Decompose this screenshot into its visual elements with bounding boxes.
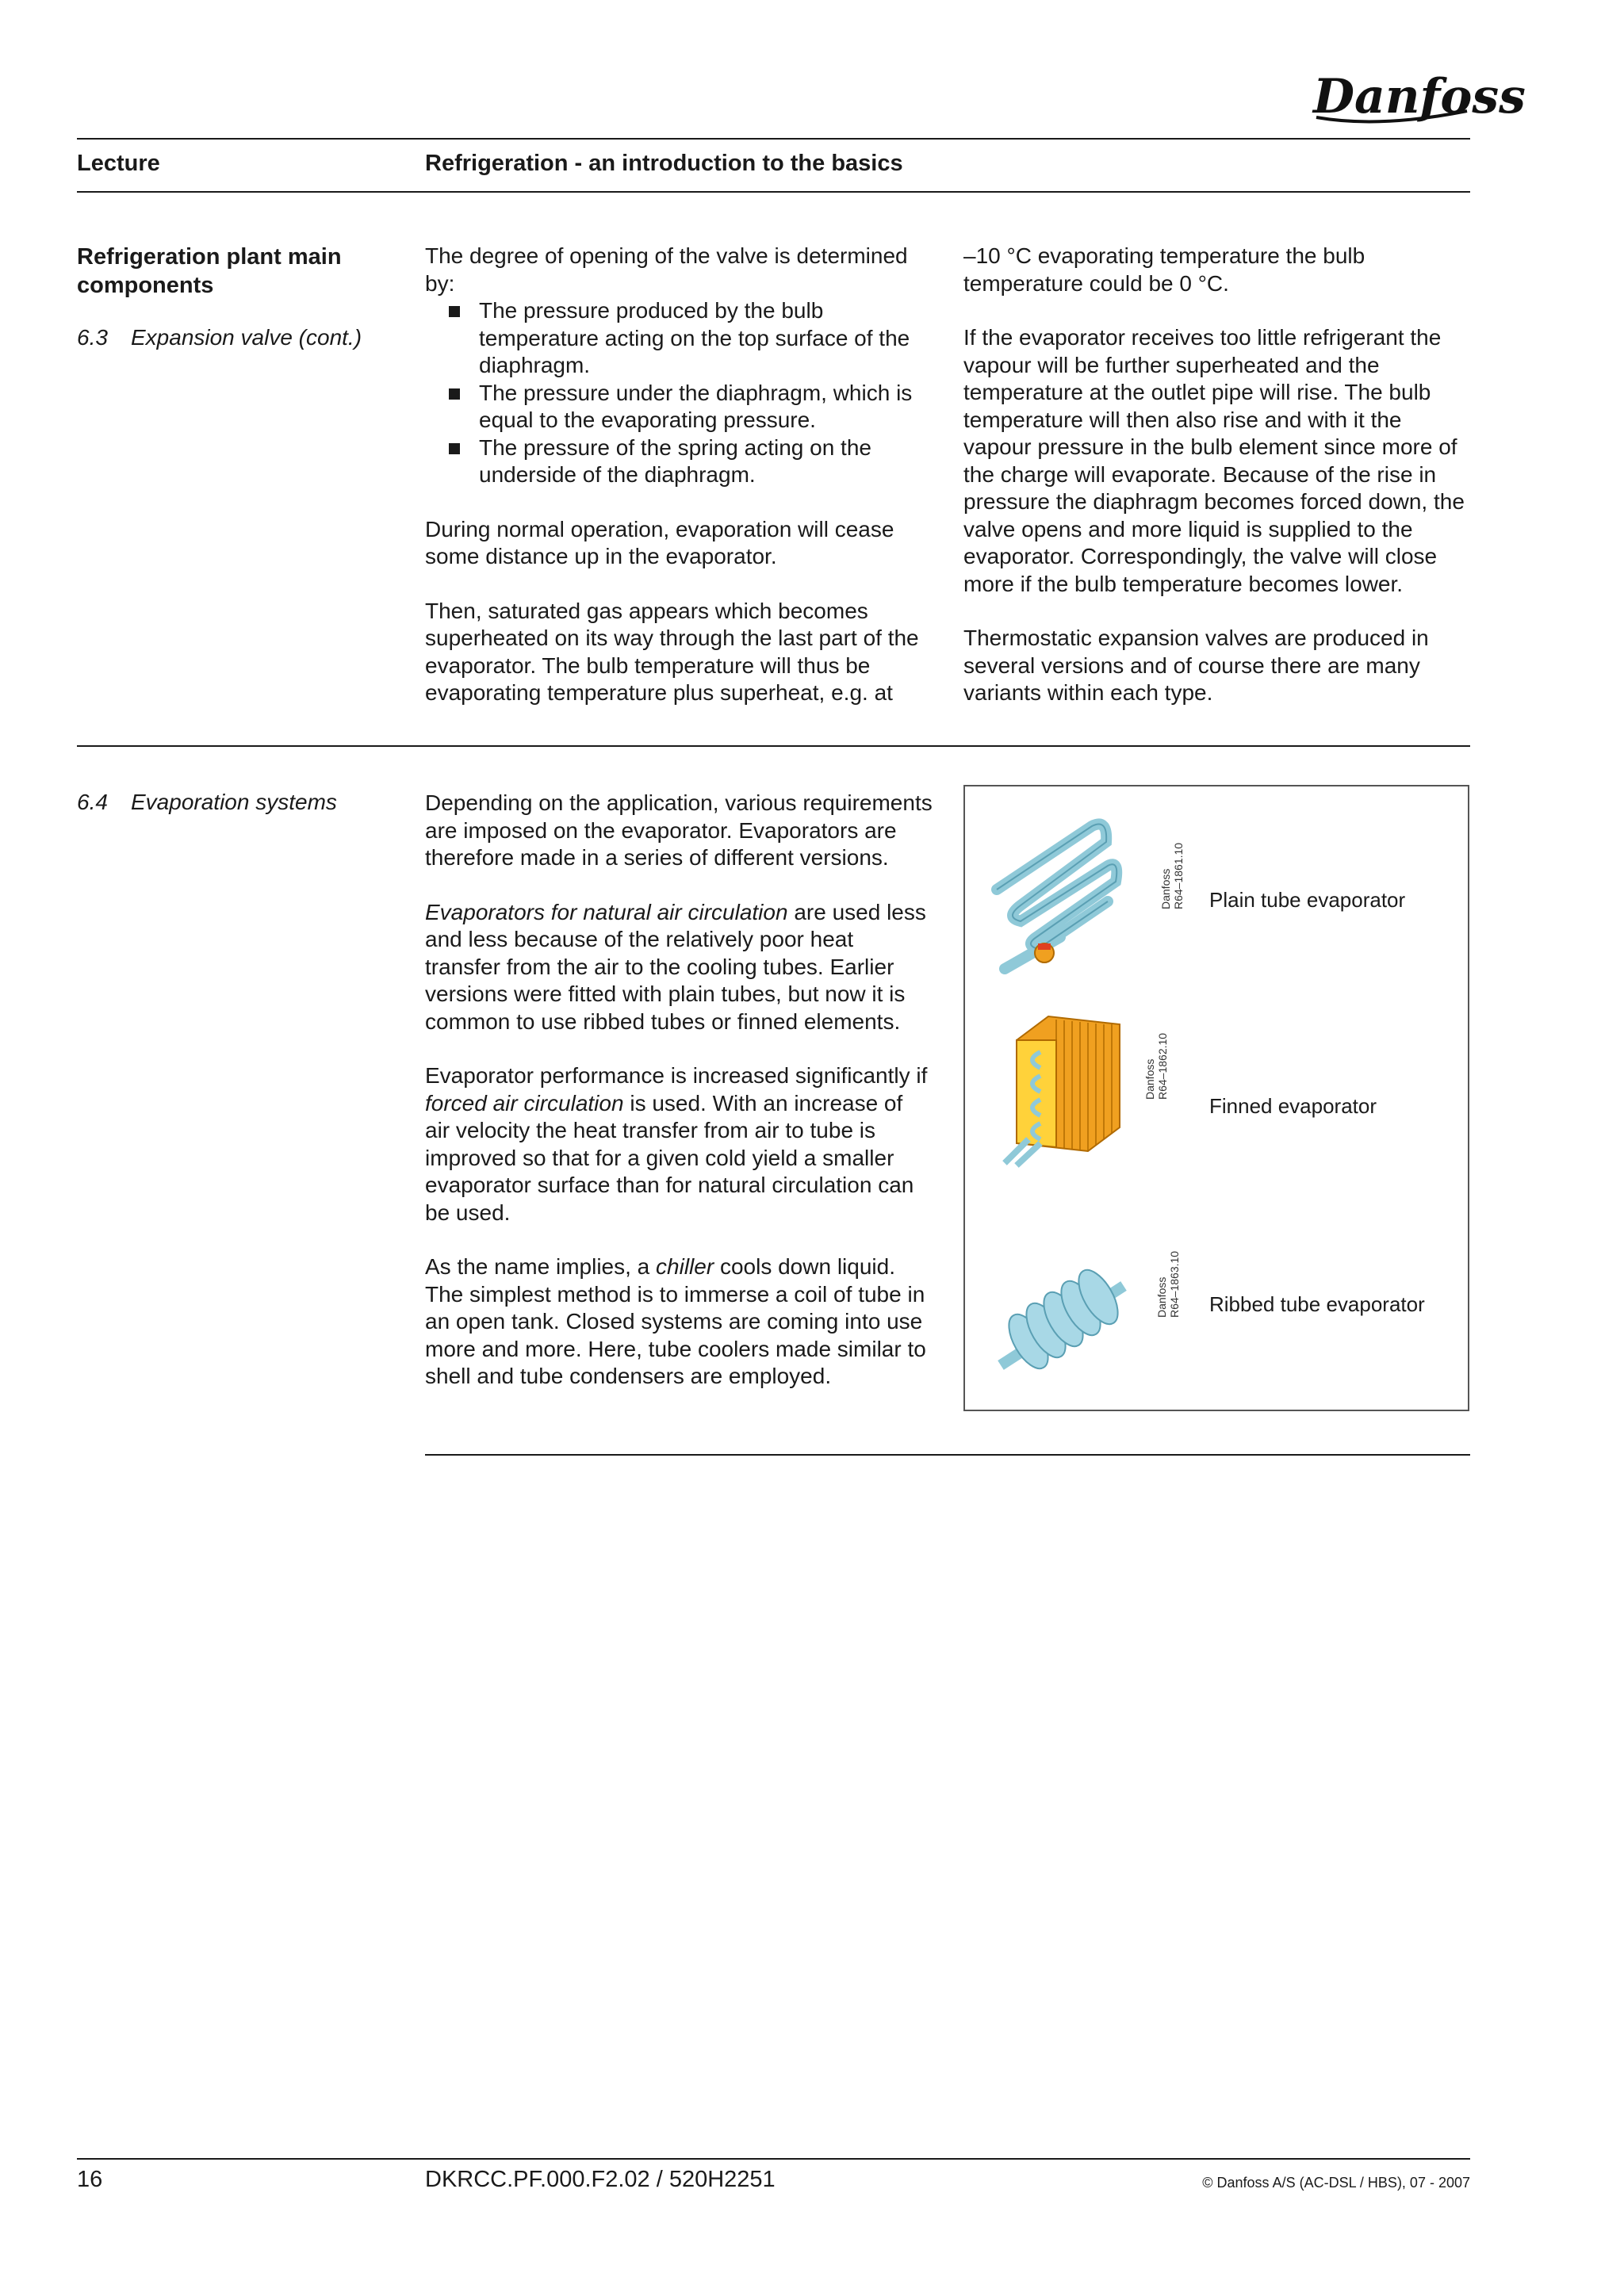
section-title: Refrigeration plant main components bbox=[77, 244, 342, 298]
paragraph: –10 °C evaporating temperature the bulb temperature could be 0 °C. bbox=[963, 243, 1365, 296]
bullet-item: The pressure of the spring acting on the underside of the diaphragm. bbox=[425, 434, 933, 489]
figure-label: Ribbed tube evaporator bbox=[1209, 1292, 1425, 1316]
figure-label: Finned evaporator bbox=[1209, 1094, 1377, 1118]
paragraph: Depending on the application, various requirements are imposed on the evaporator. Evaporators are therefore made in a series of different versions. bbox=[425, 790, 933, 870]
figure-code: Danfoss R64–1863.10 bbox=[1155, 1250, 1181, 1318]
subsection-heading-6-4 bbox=[77, 790, 337, 815]
bullet-item: The pressure produced by the bulb temperature acting on the top surface of the diaphragm. bbox=[425, 297, 933, 380]
logo-wordmark: Danfoss bbox=[1313, 69, 1526, 124]
paragraph: Then, saturated gas appears which becomes superheated on its way through the last part of the evaporator. The bulb temperature will thus be evaporating temperature plus superheat, e.g. at bbox=[425, 598, 919, 705]
italic-term: forced air circulation bbox=[425, 1090, 624, 1115]
ribbed-tube-evaporator-icon bbox=[997, 1262, 1132, 1381]
header-bottom-rule bbox=[77, 191, 1470, 193]
intro-text: The degree of opening of the valve is determined by: bbox=[425, 243, 908, 296]
section2-text bbox=[425, 790, 933, 1418]
subsection-number: 6.4 bbox=[77, 790, 108, 814]
danfoss-logo bbox=[1308, 62, 1526, 133]
plain-tube-evaporator-icon bbox=[989, 810, 1124, 985]
header-main-title: Refrigeration - an introduction to the basics bbox=[425, 151, 903, 176]
section-divider bbox=[77, 745, 1470, 747]
section1-column-2 bbox=[963, 243, 1471, 734]
header-top-rule bbox=[77, 138, 1470, 140]
paragraph: Thermostatic expansion valves are produced in several versions and of course there are many variants within each type. bbox=[963, 626, 1429, 705]
page-number: 16 bbox=[77, 2167, 103, 2192]
subsection-label: Evaporation systems bbox=[131, 790, 337, 814]
figure-label: Plain tube evaporator bbox=[1209, 888, 1406, 912]
document-code: DKRCC.PF.000.F2.02 / 520H2251 bbox=[425, 2167, 776, 2192]
paragraph: If the evaporator receives too little refrigerant the vapour will be further superheated and the temperature at the outlet pipe will rise. The bulb temperature will then also rise and with it the vapour pressure in the bulb element since more of the charge will evaporate. Because of the rise in pressure the diaphragm becomes forced down, the valve opens and more liquid is supplied to the evaporator. Correspondingly, the valve will close more if the bulb temperature becomes lower. bbox=[963, 325, 1465, 596]
copyright: © Danfoss A/S (AC-DSL / HBS), 07 - 2007 bbox=[1202, 2175, 1470, 2191]
bullet-list bbox=[425, 297, 933, 489]
paragraph: As the name implies, a chiller cools down liquid. The simplest method is to immerse a coil of tube in an open tank. Closed systems are coming into use more and more. Here, tube coolers made similar to shell and tube condensers are employed. bbox=[425, 1254, 926, 1388]
finned-evaporator-icon bbox=[1001, 1008, 1136, 1167]
italic-term: Evaporators for natural air circulation bbox=[425, 899, 788, 924]
section1-column-1 bbox=[425, 243, 933, 734]
subsection-heading-6-3 bbox=[77, 325, 362, 350]
paragraph: Evaporators for natural air circulation are used less and less because of the relatively poor heat transfer from the air to the cooling tubes. Earlier versions were fitted with plain tubes, but now it is common to use ribbed tubes or finned elements. bbox=[425, 899, 926, 1034]
subsection-label: Expansion valve (cont.) bbox=[131, 325, 362, 350]
bullet-item: The pressure under the diaphragm, which is equal to the evaporating pressure. bbox=[425, 380, 933, 434]
header-left-title: Lecture bbox=[77, 151, 160, 176]
italic-term: chiller bbox=[656, 1254, 714, 1279]
figure-code: Danfoss R64–1861.10 bbox=[1159, 842, 1185, 909]
evaporator-figure-box bbox=[963, 785, 1469, 1411]
figure-code: Danfoss R64–1862.10 bbox=[1143, 1032, 1169, 1100]
footer-rule bbox=[77, 2158, 1470, 2160]
section-end-rule bbox=[425, 1454, 1470, 1456]
subsection-number: 6.3 bbox=[77, 325, 108, 350]
paragraph: During normal operation, evaporation will cease some distance up in the evaporator. bbox=[425, 516, 894, 568]
paragraph: Evaporator performance is increased significantly if forced air circulation is used. With an increase of air velocity the heat transfer from air to tube is improved so that for a given cold yield a smaller evaporator surface than for natural circulation can be used. bbox=[425, 1063, 928, 1225]
